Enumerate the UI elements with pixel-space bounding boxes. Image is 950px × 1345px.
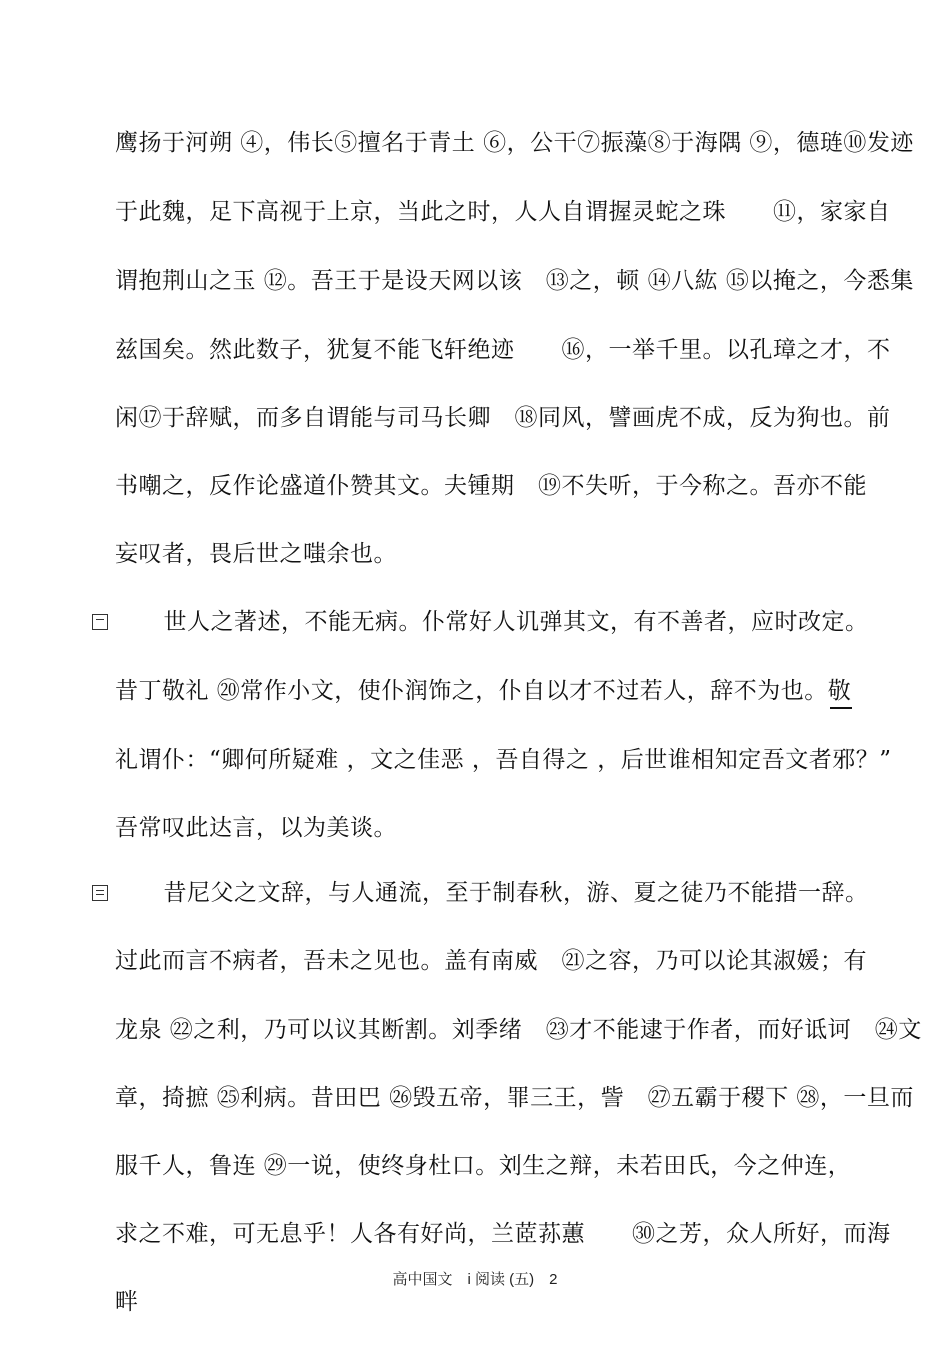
text-line: 妄叹者，畏后世之嗤余也。 [115, 541, 397, 567]
text-line: 吾常叹此达言，以为美谈。 [115, 815, 397, 841]
page-footer: 高中国文 i 阅读 (五) 2 [392, 1271, 558, 1288]
text-line: 龙泉 ㉒之利，乃可以议其断割。刘季绪 ㉓才不能逮于作者，而好诋诃 ㉔文 [115, 1017, 922, 1043]
text-line: 兹国矣。然此数子，犹复不能飞轩绝迹 ⑯，一举千里。以孔璋之才，不 [115, 337, 891, 363]
text-line: 昔丁敬礼 ⑳常作小文，使仆润饰之，仆自以才不过若人，辞不为也。敬 [115, 678, 852, 704]
text-line: 世人之著述，不能无病。仆常好人讥弹其文，有不善者，应时改定。 [140, 609, 869, 635]
text-line: 服千人，鲁连 ㉙一说，使终身杜口。刘生之辩，未若田氏，今之仲连， [115, 1153, 852, 1179]
section-marker-2 [92, 614, 108, 630]
text-line: 于此魏，足下高视于上京，当此之时，人人自谓握灵蛇之珠 ⑪，家家自 [115, 199, 891, 225]
section-marker-3 [92, 885, 108, 901]
text-line: 鹰扬于河朔 ④，伟长⑤擅名于青土 ⑥，公干⑦振藻⑧于海隅 ⑨，德琏⑩发迹 [115, 130, 914, 156]
underline-mark [830, 707, 852, 709]
text-line: 畔 [115, 1289, 139, 1315]
text-line: 礼谓仆：“卿何所疑难 ，文之佳恶 ，吾自得之 ，后世谁相知定吾文者邪？” [115, 747, 892, 773]
text-line: 求之不难，可无息乎！人各有好尚，兰茝荪蕙 ㉚之芳，众人所好，而海 [115, 1221, 891, 1247]
text-line: 昔尼父之文辞，与人通流，至于制春秋，游、夏之徒乃不能措一辞。 [140, 880, 869, 906]
text-line: 过此而言不病者，吾未之见也。盖有南威 ㉑之容，乃可以论其淑媛；有 [115, 948, 867, 974]
text-line: 书嘲之，反作论盛道仆赞其文。夫锺期 ⑲不失听，于今称之。吾亦不能 [115, 473, 867, 499]
text-line: 闲⑰于辞赋，而多自谓能与司马长卿 ⑱同风，譬画虎不成，反为狗也。前 [115, 405, 891, 431]
text-line: 章，掎摭 ㉕利病。昔田巴 ㉖毁五帝，罪三王，訾 ㉗五霸于稷下 ㉘，一旦而 [115, 1085, 914, 1111]
text-line: 谓抱荆山之玉 ⑫。吾王于是设天网以该 ⑬之，顿 ⑭八紘 ⑮以掩之，今悉集 [115, 268, 914, 294]
